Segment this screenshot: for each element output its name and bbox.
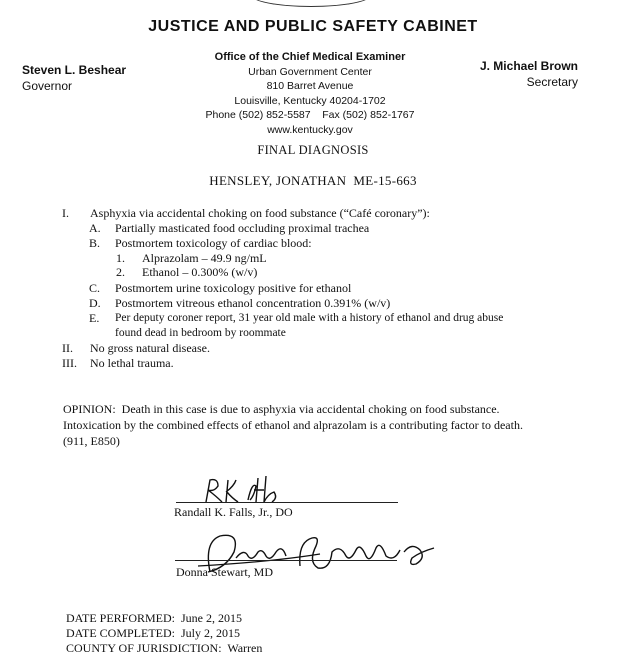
signature-line-falls — [176, 502, 398, 503]
diagnosis-IB1-text: Alprazolam – 49.9 ng/mL — [142, 251, 267, 265]
diagnosis-IB2-text: Ethanol – 0.300% (w/v) — [142, 265, 258, 279]
office-address-line1: Urban Government Center — [248, 65, 372, 78]
signer-falls-name: Randall K. Falls, Jr., DO — [174, 505, 293, 519]
office-address-line3: Louisville, Kentucky 40204-1702 — [234, 94, 386, 107]
county-of-jurisdiction: COUNTY OF JURISDICTION: Warren — [66, 641, 263, 655]
governor-name: Steven L. Beshear — [22, 63, 127, 77]
governor-block — [22, 62, 126, 94]
case-dates-block — [66, 611, 262, 656]
opinion-block — [63, 401, 543, 449]
document-heading: FINAL DIAGNOSIS — [257, 143, 369, 157]
office-name: Office of the Chief Medical Examiner — [214, 51, 406, 63]
office-website: www.kentucky.gov — [267, 123, 353, 136]
office-address-line2: 810 Barret Avenue — [266, 80, 354, 92]
secretary-name: J. Michael Brown — [479, 59, 578, 73]
diagnosis-II-text: No gross natural disease. — [90, 341, 210, 355]
opinion-line1: OPINION: Death in this case is due to asphyxia via accidental choking on food substance. — [63, 402, 500, 416]
secretary-block — [480, 58, 578, 90]
signature-line-stewart — [175, 560, 397, 561]
opinion-line3: (911, E850) — [63, 434, 120, 448]
cabinet-title: JUSTICE AND PUBLIC SAFETY CABINET — [148, 18, 478, 35]
signer-stewart-name: Donna Stewart, MD — [176, 565, 273, 579]
diagnosis-IA-label: A. — [89, 221, 101, 235]
diagnosis-IE-line2: found dead in bedroom by roommate — [115, 327, 286, 339]
diagnosis-II-label: II. — [62, 341, 73, 355]
diagnosis-III-text: No lethal trauma. — [90, 356, 174, 370]
secretary-title: Secretary — [526, 75, 578, 89]
case-identifier: HENSLEY, JONATHAN ME-15-663 — [209, 173, 417, 188]
diagnosis-IB-text: Postmortem toxicology of cardiac blood: — [115, 236, 312, 250]
governor-title: Governor — [22, 79, 73, 93]
diagnosis-IB1-label: 1. — [116, 251, 125, 265]
date-performed: DATE PERFORMED: June 2, 2015 — [66, 611, 243, 625]
diagnosis-IC-text: Postmortem urine toxicology positive for ethanol — [115, 281, 352, 295]
diagnosis-I-label: I. — [62, 206, 69, 220]
diagnosis-ID-text: Postmortem vitreous ethanol concentration 0.391% (w/v) — [115, 296, 391, 310]
diagnosis-IE-line1: Per deputy coroner report, 31 year old male with a history of ethanol and drug abuse — [115, 312, 504, 324]
diagnosis-IB-label: B. — [89, 236, 101, 250]
diagnosis-IC-label: C. — [89, 281, 101, 295]
date-completed: DATE COMPLETED: July 2, 2015 — [66, 626, 240, 640]
office-block — [190, 50, 430, 137]
diagnosis-IA-text: Partially masticated food occluding proximal trachea — [115, 221, 370, 235]
diagnosis-III-label: III. — [62, 356, 77, 370]
diagnosis-ID-label: D. — [89, 296, 101, 310]
seal-edge — [250, 0, 372, 7]
diagnosis-IB2-label: 2. — [116, 265, 125, 279]
office-phone-fax: Phone (502) 852-5587 Fax (502) 852-1767 — [205, 109, 415, 121]
diagnosis-IE-label: E. — [89, 311, 100, 325]
diagnosis-I-text: Asphyxia via accidental choking on food substance (“Café coronary”): — [90, 206, 430, 220]
opinion-line2: Intoxication by the combined effects of ethanol and alprazolam is a contributing factor to death. — [63, 418, 523, 432]
